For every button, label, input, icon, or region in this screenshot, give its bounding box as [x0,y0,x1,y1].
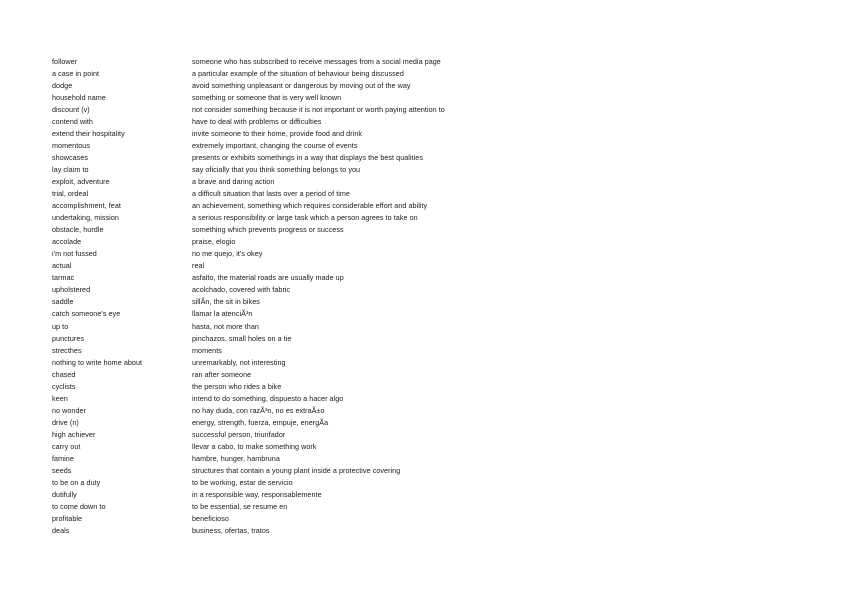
glossary-definition: sillÃn, the sit in bikes [192,297,260,307]
glossary-term: deals [52,526,70,536]
glossary-row [52,80,522,92]
glossary-definition: a brave and daring action [192,176,275,186]
glossary-term: strecthes [52,345,82,355]
glossary-row [52,357,522,369]
glossary-definition: hambre, hunger, hambruna [192,454,280,464]
glossary-term: profitable [52,514,83,524]
glossary-definition: to be essential, se resume en [192,502,288,512]
glossary-row [52,188,522,200]
glossary-row [52,284,522,296]
glossary-row [52,116,522,128]
glossary-row [52,200,522,212]
glossary-definition: invite someone to their home, provide food and drink [192,128,363,138]
glossary-definition: successful person, triunfador [192,429,286,439]
glossary-term: punctures [52,333,85,343]
glossary-definition: a difficult situation that lasts over a period of time [192,189,350,199]
glossary-row [52,393,522,405]
glossary-definition: someone who has subscribed to receive messages from a social media page [192,56,441,66]
glossary-definition: a particular example of the situation of behaviour being discussed [192,68,404,78]
glossary-term: i'm not fussed [52,249,97,259]
glossary-row [52,453,522,465]
glossary-term: high achiever [52,429,96,439]
glossary-row [52,164,522,176]
glossary-definition: intend to do something, dispuesto a hacer algo [192,393,344,403]
glossary-definition: something or someone that is very well known [192,92,342,102]
glossary-definition: the person who rides a bike [192,381,282,391]
glossary-definition: no hay duda, con razÃ³n, no es extraÃ±o [192,405,325,415]
glossary-term: carry out [52,442,81,451]
glossary-definition: avoid something unpleasant or dangerous by moving out of the way [192,80,411,90]
glossary-row [52,212,522,224]
glossary-row [52,152,522,164]
glossary-row [52,248,522,260]
glossary-row [52,296,522,308]
glossary-definition: real [192,261,205,271]
glossary-definition: an achievement, something which requires considerable effort and ability [192,201,428,211]
glossary-row [52,477,522,489]
glossary-term: no wonder [52,405,87,415]
glossary-definition: a serious responsibility or large task which a person agrees to take on [192,213,418,223]
glossary-row [52,405,522,417]
glossary-row [52,224,522,236]
glossary-row [52,381,522,393]
glossary-term: drive (n) [52,417,79,427]
glossary-term: exploit, adventure [52,176,110,186]
glossary-term: a case in point [52,68,100,78]
glossary-row [52,369,522,381]
glossary-row [52,176,522,188]
glossary-definition: llevar a cabo, to make something work [192,442,317,451]
glossary-term: obstacle, hurdle [52,225,104,235]
glossary-definition: extremely important, changing the course of events [192,140,358,150]
glossary-term: accolade [52,237,82,247]
glossary-definition: no me quejo, it's okey [192,249,263,259]
glossary-term: undertaking, mission [52,213,119,223]
glossary-row [52,128,522,140]
glossary-term: discount (v) [52,104,90,114]
glossary-term: cyclists [52,381,76,391]
glossary-definition: something which prevents progress or success [192,225,344,235]
glossary-row [52,441,522,453]
glossary-table [52,56,522,538]
glossary-definition: unremarkably, not interesting [192,357,286,367]
glossary-row [52,56,522,68]
glossary-definition: structures that contain a young plant inside a protective covering [192,466,401,476]
glossary-definition: acolchado, covered with fabric [192,285,291,295]
glossary-term: chased [52,369,76,379]
glossary-term: dutifully [52,490,77,500]
glossary-row [52,236,522,248]
glossary-term: seeds [52,466,72,476]
glossary-term: catch someone's eye [52,309,121,319]
glossary-row [52,501,522,513]
glossary-definition: ran after someone [192,369,252,379]
glossary-definition: business, ofertas, tratos [192,526,270,536]
glossary-term: extend their hospitality [52,128,125,138]
glossary-term: upholstered [52,285,91,295]
glossary-definition: say oficially that you think something belongs to you [192,164,361,174]
glossary-row [52,345,522,357]
glossary-term: dodge [52,80,73,90]
glossary-definition: beneficioso [192,514,229,524]
glossary-row [52,489,522,501]
glossary-term: lay claim to [52,164,89,174]
glossary-row [52,272,522,284]
glossary-definition: moments [192,345,222,355]
glossary-term: keen [52,393,68,403]
glossary-row [52,525,522,537]
glossary-definition: praise, elogio [192,237,236,247]
glossary-definition: in a responsible way, responsablemente [192,490,322,500]
glossary-definition: not consider something because it is not important or worth paying attention to [192,104,445,114]
glossary-definition: presents or exhibits somethings in a way that displays the best qualities [192,152,423,162]
glossary-term: accomplishment, feat [52,201,121,211]
glossary-term: actual [52,261,72,271]
glossary-row [52,92,522,104]
glossary-definition: pinchazos, small holes on a tie [192,333,292,343]
glossary-row [52,429,522,441]
glossary-term: famine [52,454,74,464]
glossary-row [52,465,522,477]
glossary-term: to come down to [52,502,106,512]
glossary-term: to be on a duty [52,478,101,488]
glossary-row [52,333,522,345]
glossary-row [52,308,522,320]
glossary-row [52,140,522,152]
glossary-row [52,321,522,333]
glossary-definition: llamar la atenciÃ³n [192,309,253,319]
glossary-row [52,104,522,116]
glossary-term: contend with [52,116,93,126]
glossary-row [52,260,522,272]
glossary-definition: to be working, estar de servicio [192,478,293,488]
glossary-term: momentous [52,140,91,150]
glossary-term: nothing to write home about [52,357,143,367]
glossary-definition: have to deal with problems or difficulties [192,116,322,126]
glossary-term: follower [52,56,78,66]
glossary-definition: asfalto, the material roads are usually made up [192,273,344,283]
glossary-term: showcases [52,152,89,162]
glossary-definition: energy, strength, fuerza, empuje, energÃa [192,417,329,427]
glossary-term: saddle [52,297,74,307]
glossary-term: tarmac [52,273,75,283]
glossary-definition: hasta, not more than [192,321,259,331]
glossary-row [52,68,522,80]
glossary-row [52,417,522,429]
glossary-term: trial, ordeal [52,189,89,199]
glossary-term: household name [52,92,106,102]
glossary-term: up to [52,321,69,331]
glossary-row [52,513,522,525]
